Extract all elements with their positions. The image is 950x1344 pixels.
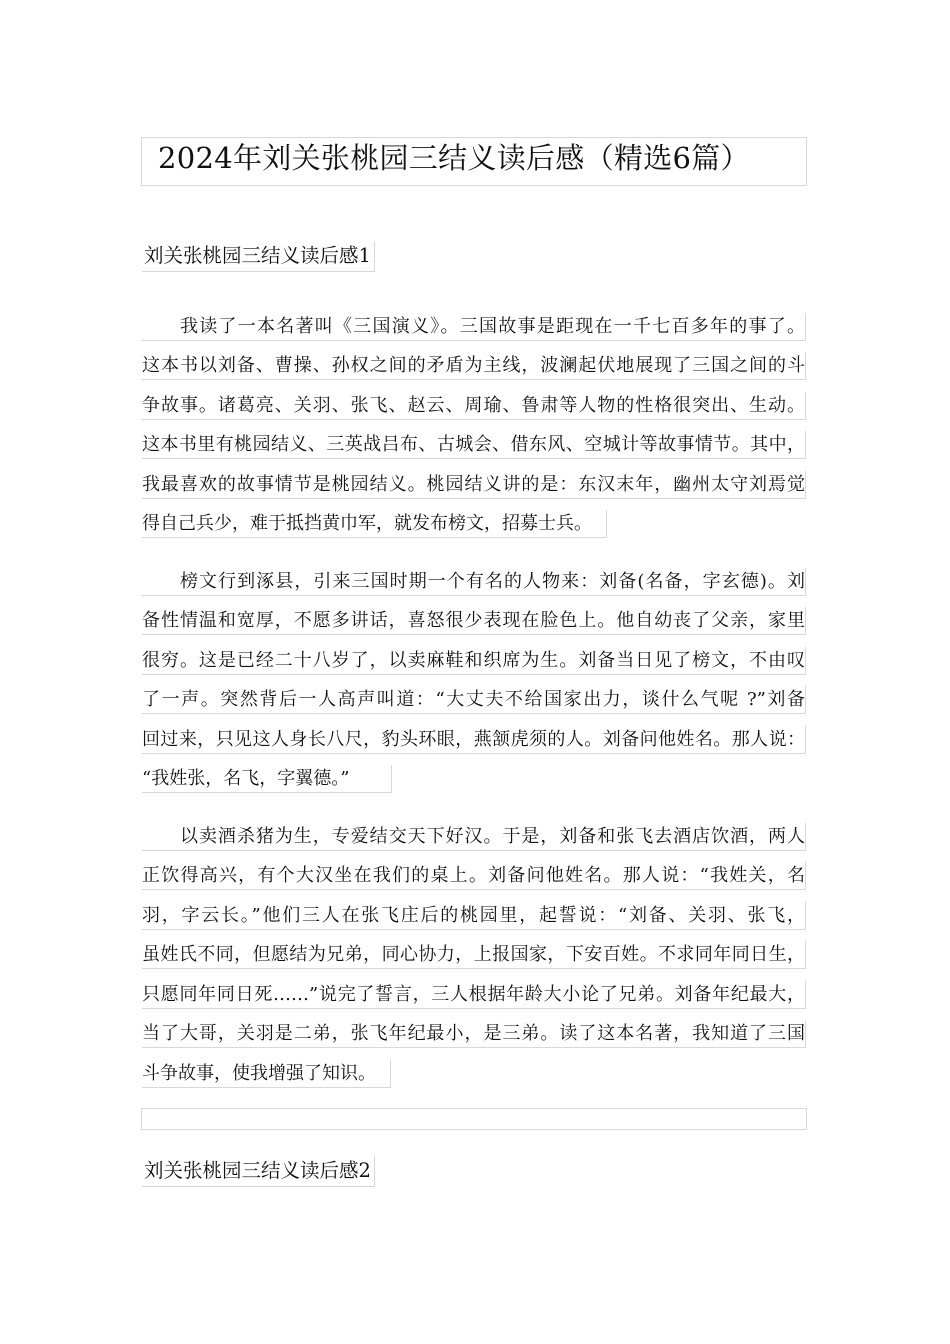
paragraph-line: 备性情温和宽厚，不愿多讲话，喜怒很少表现在脸色上。他自幼丧了父亲，家里 — [142, 607, 806, 635]
paragraph-line: 只愿同年同日死……”说完了誓言，三人根据年龄大小论了兄弟。刘备年纪最大， — [142, 981, 806, 1009]
paragraph-line: 我最喜欢的故事情节是桃园结义。桃园结义讲的是：东汉末年，幽州太守刘焉觉 — [142, 471, 806, 499]
paragraph-line: 了一声。突然背后一人高声叫道：“大丈夫不给国家出力，谈什么气呢 ?”刘备 — [142, 686, 806, 714]
paragraph-line: 以卖酒杀猪为生，专爱结交天下好汉。于是，刘备和张飞去酒店饮酒，两人 — [142, 823, 806, 851]
paragraph-line: 斗争故事，使我增强了知识。 — [142, 1060, 391, 1088]
paragraph-line: 当了大哥，关羽是二弟，张飞年纪最小，是三弟。读了这本名著，我知道了三国 — [142, 1020, 806, 1048]
paragraph-line: 我读了一本名著叫《三国演义》。三国故事是距现在一千七百多年的事了。 — [142, 313, 806, 341]
document-title: 2024年刘关张桃园三结义读后感（精选6篇） — [158, 141, 750, 175]
paragraph-line: “我姓张，名飞，字翼德。” — [142, 765, 392, 793]
paragraph-line: 争故事。诸葛亮、关羽、张飞、赵云、周瑜、鲁肃等人物的性格很突出、生动。 — [142, 392, 806, 420]
paragraph-line: 很穷。这是已经二十八岁了，以卖麻鞋和织席为生。刘备当日见了榜文，不由叹 — [142, 647, 806, 675]
paragraph-line: 这本书以刘备、曹操、孙权之间的矛盾为主线，波澜起伏地展现了三国之间的斗 — [142, 352, 806, 380]
paragraph-line: 榜文行到涿县，引来三国时期一个有名的人物来：刘备(名备，字玄德)。刘 — [142, 568, 806, 596]
paragraph-line: 回过来，只见这人身长八尺，豹头环眼，燕颔虎须的人。刘备问他姓名。那人说： — [142, 726, 806, 754]
paragraph-line: 正饮得高兴，有个大汉坐在我们的桌上。刘备问他姓名。那人说：“我姓关，名 — [142, 862, 806, 890]
paragraph-line: 羽，字云长。”他们三人在张飞庄后的桃园里，起誓说：“刘备、关羽、张飞， — [142, 902, 806, 930]
paragraph-line: 虽姓氏不同，但愿结为兄弟，同心协力，上报国家，下安百姓。不求同年同日生， — [142, 941, 806, 969]
paragraph-line: 得自己兵少，难于抵挡黄巾军，就发布榜文，招募士兵。 — [142, 510, 607, 538]
section-heading-2: 刘关张桃园三结义读后感2 — [142, 1156, 375, 1187]
section-heading-1: 刘关张桃园三结义读后感1 — [142, 241, 375, 272]
section-divider — [141, 1108, 807, 1130]
paragraph-line: 这本书里有桃园结义、三英战吕布、古城会、借东风、空城计等故事情节。其中， — [142, 431, 806, 459]
